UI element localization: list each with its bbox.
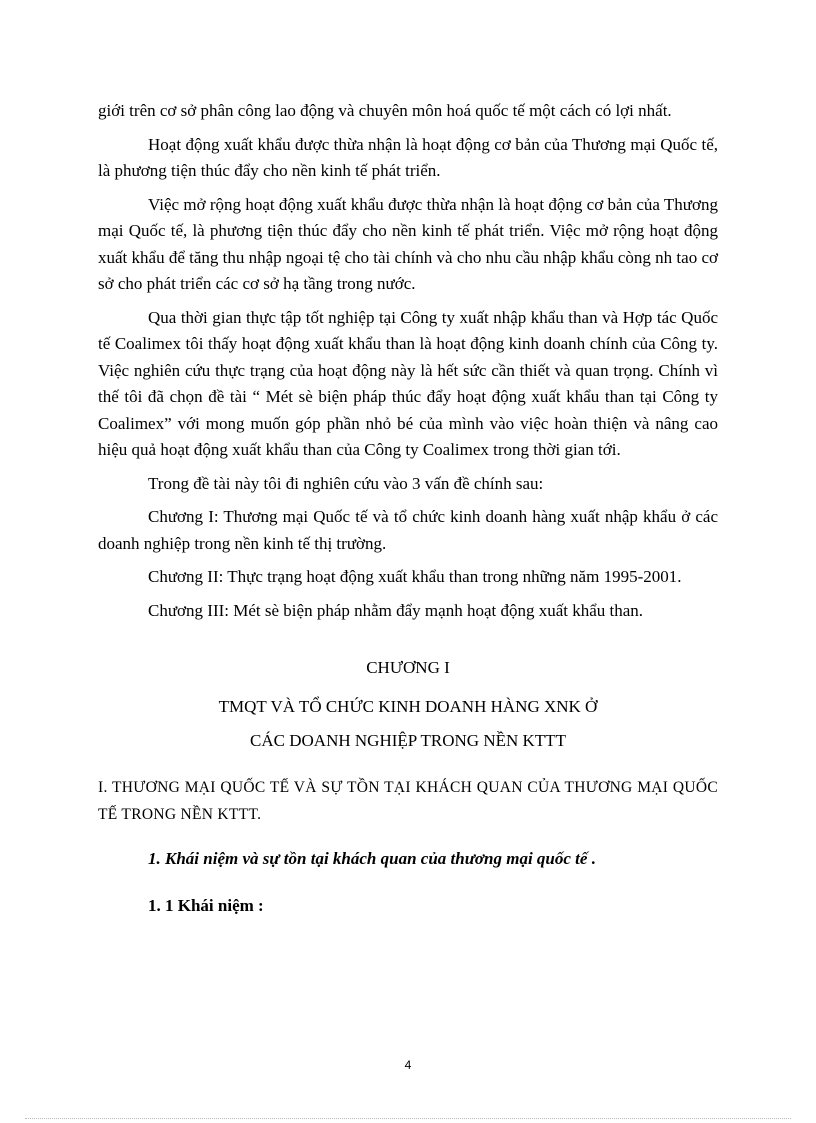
paragraph-internship: Qua thời gian thực tập tốt nghiệp tại Công ty xuất nhập khẩu than và Hợp tác Quốc tế Coalimex tôi thấy hoạt động xuất khẩu than là hoạt động kinh doanh chính của Công ty. Việc nghiên cứu thực trạng của hoạt động này là hết sức cần thiết và quan trọng. Chính vì thế tôi đã chọn đề tài “ Mét sè biện pháp thúc đẩy hoạt động xuất khẩu than tại Công ty Coalimex” với mong muốn góp phần nhỏ bé của mình vào việc hoàn thiện và nâng cao hiệu quả hoạt động xuất khẩu than của Công ty Coalimex trong thời gian tới. (98, 307, 718, 459)
paragraph-export-expansion: Việc mở rộng hoạt động xuất khẩu được thừa nhận là hoạt động cơ bản của Thương mại Quốc tế, là phương tiện thúc đẩy cho nền kinh tế phát triển. Việc mở rộng hoạt động xuất khẩu để tăng thu nhập ngoại tệ cho tài chính và cho nhu cầu nhập khẩu còng nh tao cơ sở cho phát triển các cơ sở hạ tầng trong nước. (98, 194, 718, 293)
page-bottom-divider (25, 1118, 791, 1119)
paragraph-topic-intro: Trong đề tài này tôi đi nghiên cứu vào 3 vấn đề chính sau: (148, 473, 544, 493)
section-heading: I. THƯƠNG MẠI QUỐC TẾ VÀ SỰ TỒN TẠI KHÁCH QUAN CỦA THƯƠNG MẠI QUỐC TẾ TRONG NỀN KTTT. (98, 779, 718, 823)
page-number: 4 (404, 1058, 412, 1072)
paragraph-chapter-2-summary: Chương II: Thực trạng hoạt động xuất khẩu than trong những năm 1995-2001. (148, 567, 682, 586)
paragraph-continuation: giới trên cơ sở phân công lao động và chuyên môn hoá quốc tế một cách có lợi nhất. (98, 101, 672, 120)
chapter-title-line-1: TMQT VÀ TỔ CHỨC KINH DOANH HÀNG XNK Ở (218, 697, 598, 716)
paragraph-chapter-1-summary: Chương I: Thương mại Quốc tế và tổ chức kinh doanh hàng xuất nhập khẩu ở các doanh nghiệp trong nền kinh tế thị trường. (98, 507, 718, 553)
document-body (98, 98, 718, 926)
chapter-title-line-2: CÁC DOANH NGHIỆP TRONG NỀN KTTT (250, 731, 566, 750)
chapter-heading: CHƯƠNG I (366, 658, 450, 677)
subsubsection-heading: 1. 1 Khái niệm : (148, 895, 264, 915)
paragraph-chapter-3-summary: Chương III: Mét sè biện pháp nhằm đẩy mạnh hoạt động xuất khẩu than. (148, 600, 644, 620)
paragraph-export-activity: Hoạt động xuất khẩu được thừa nhận là hoạt động cơ bản của Thương mại Quốc tế, là phương tiện thúc đẩy cho nền kinh tế phát triển. (98, 134, 718, 180)
subsection-heading: 1. Khái niệm và sự tồn tại khách quan của thương mại quốc tế . (148, 849, 596, 868)
